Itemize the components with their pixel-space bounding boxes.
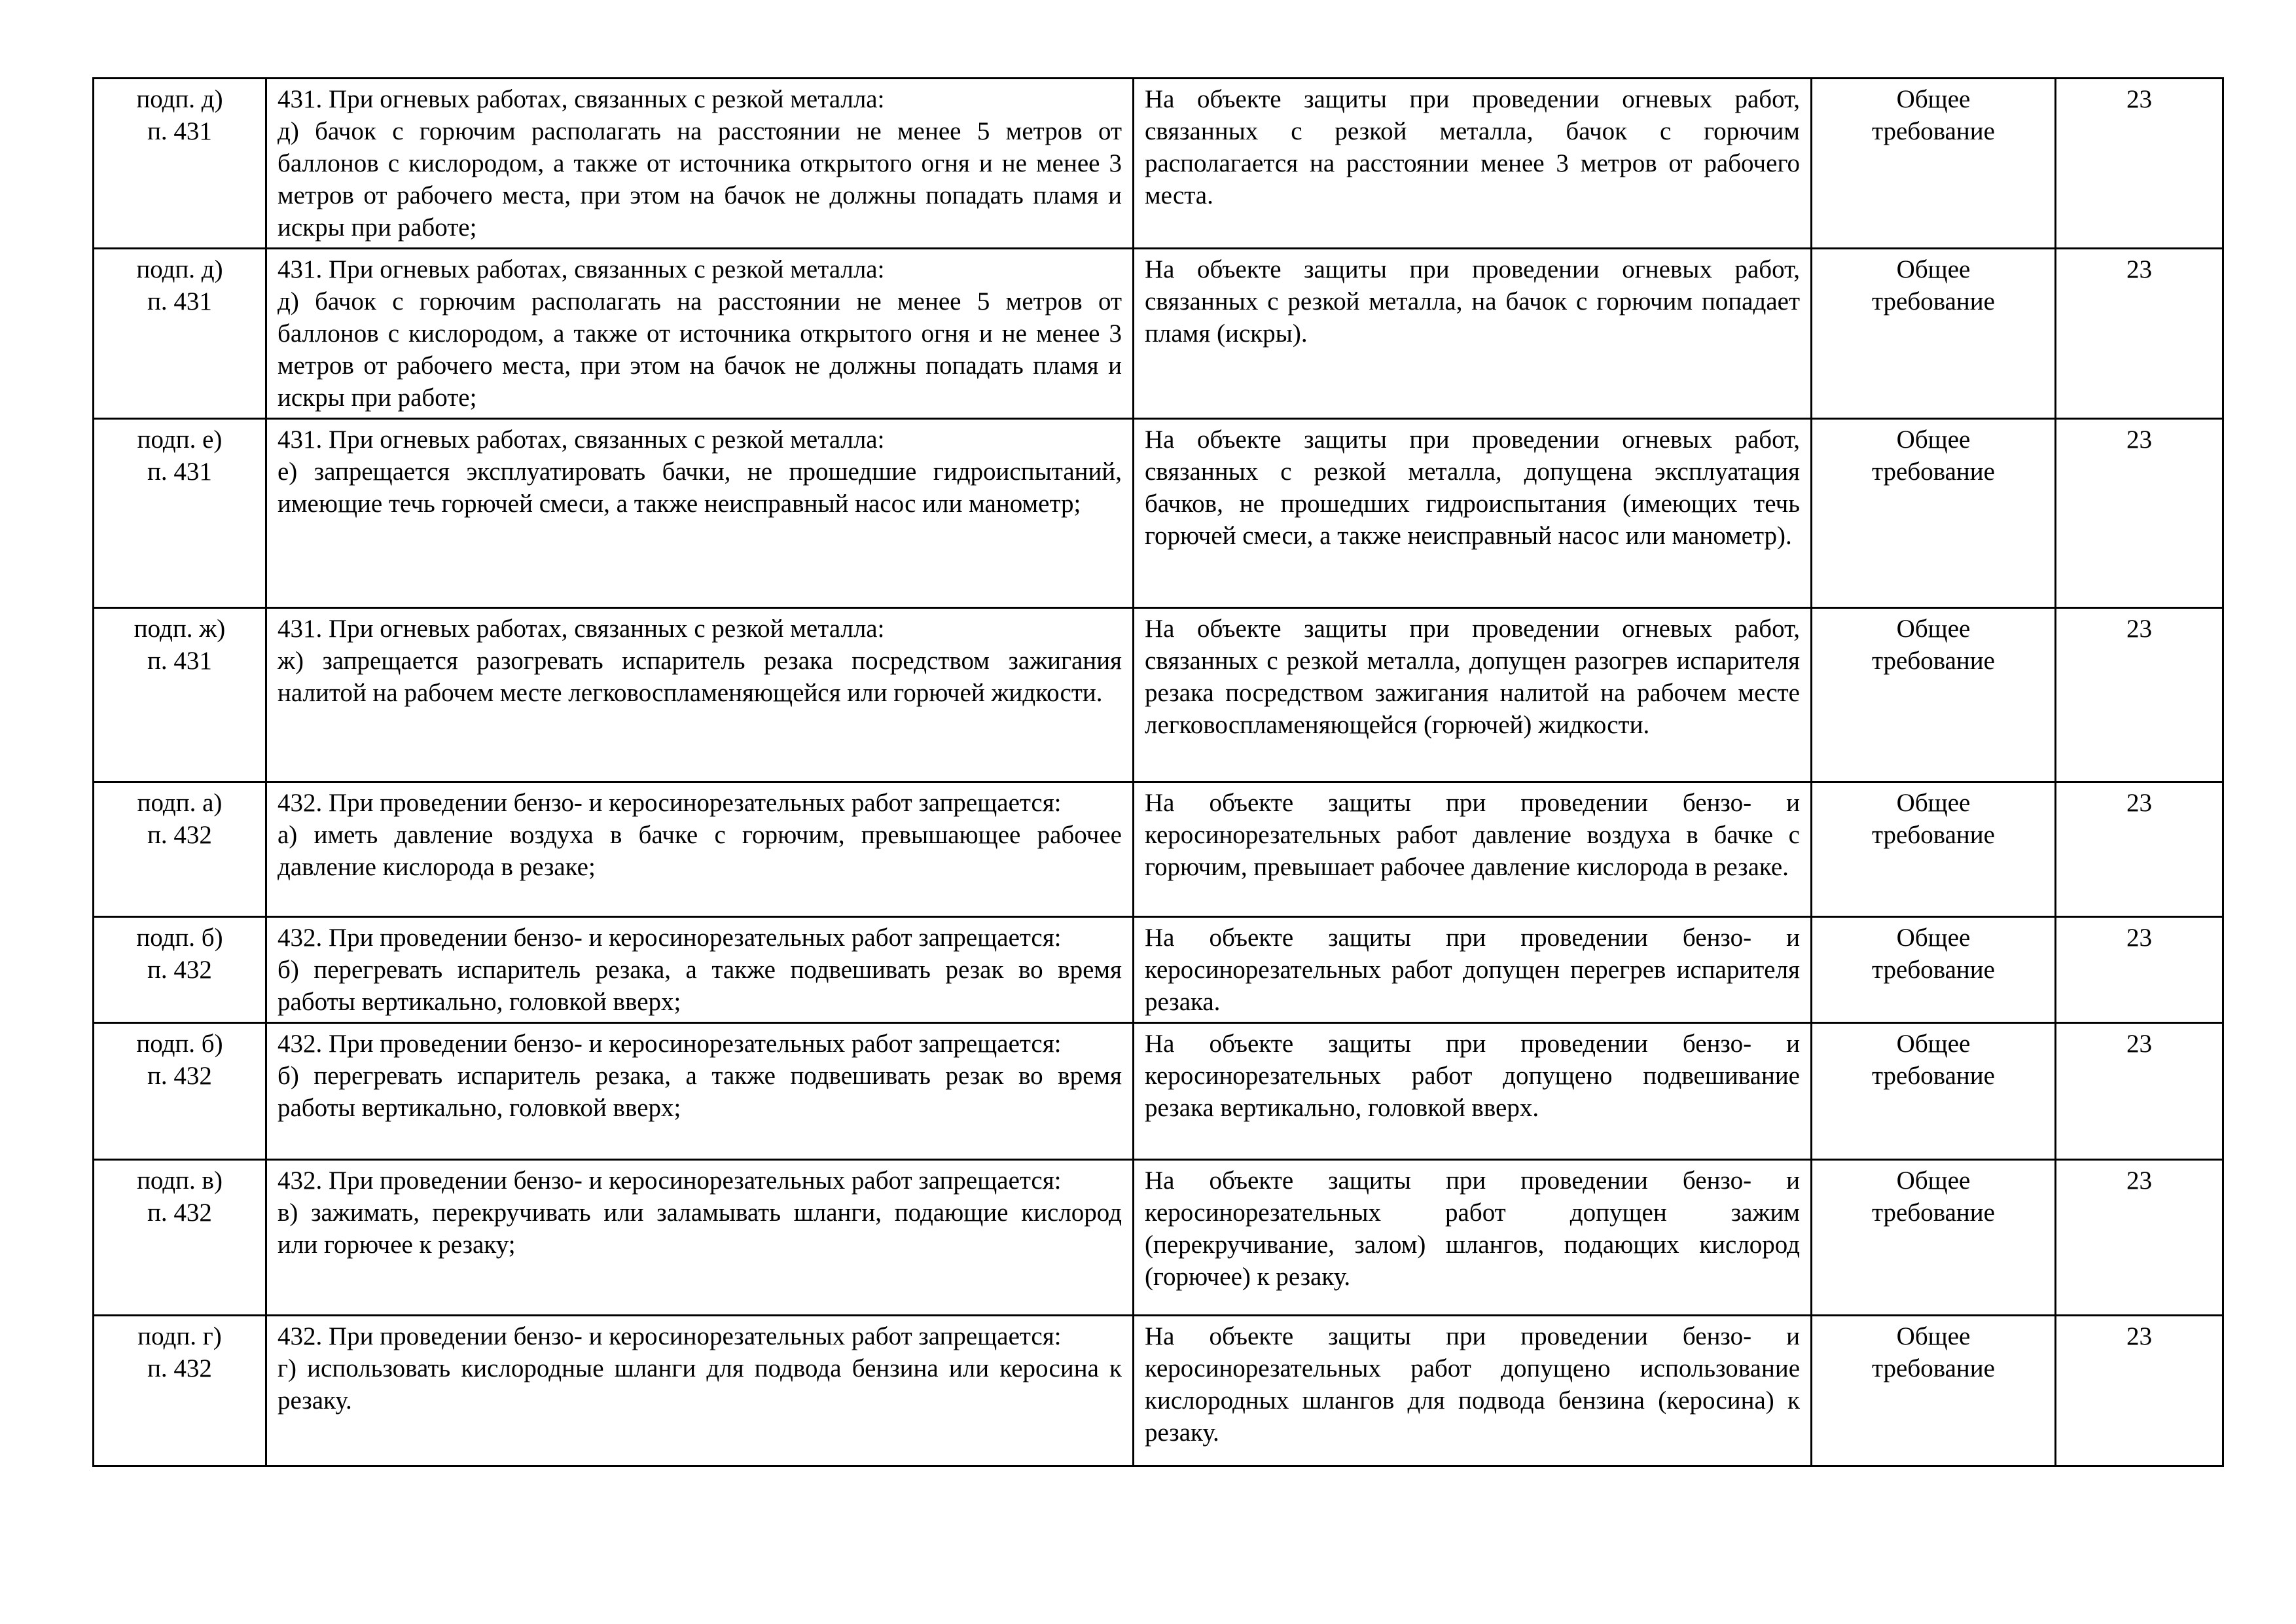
requirement-type-cell	[1812, 79, 2056, 249]
requirement-type-line: Общее	[1896, 1030, 1971, 1058]
violation-description-text: На объекте защиты при проведении бензо- и керосинорезательных работ допущено использование кислородных шлангов для подвода бензина (керосина) к резаку.	[1145, 1322, 1800, 1447]
violation-description-cell	[1134, 79, 1812, 249]
violation-description-cell	[1134, 782, 1812, 917]
clause-reference-line: п. 432	[147, 1062, 212, 1090]
requirement-text-line: б) перегревать испаритель резака, а также подвешивать резак во время работы вертикально, головкой вверх;	[278, 1062, 1122, 1122]
number-value: 23	[2126, 85, 2152, 113]
clause-reference-line: подп. д)	[136, 255, 223, 283]
table-row	[94, 79, 2223, 249]
violation-description-cell	[1134, 917, 1812, 1023]
violation-description-text: На объекте защиты при проведении огневых работ, связанных с резкой металла, допущен разогрев испарителя резака посредством зажигания налитой на рабочем месте легковоспламеняющейся (горючей) жидкости.	[1145, 615, 1800, 739]
clause-reference-line: подп. б)	[136, 1030, 223, 1058]
requirement-type-line: Общее	[1896, 615, 1971, 643]
violation-description-text: На объекте защиты при проведении бензо- и керосинорезательных работ допущен зажим (перекручивание, залом) шлангов, подающих кислород (горючее) к резаку.	[1145, 1166, 1800, 1291]
clause-reference-cell	[94, 1316, 266, 1466]
requirement-type-line: Общее	[1896, 255, 1971, 283]
clause-reference-line: подп. ж)	[134, 615, 226, 643]
number-value: 23	[2126, 1322, 2152, 1350]
requirement-type-cell	[1812, 1316, 2056, 1466]
requirement-type-line: требование	[1872, 458, 1995, 486]
table-row	[94, 1316, 2223, 1466]
clause-reference-cell	[94, 608, 266, 782]
violation-description-cell	[1134, 1023, 1812, 1160]
requirement-text-cell	[266, 608, 1134, 782]
requirement-text-line: 432. При проведении бензо- и керосинорезательных работ запрещается:	[278, 789, 1062, 817]
table-row	[94, 249, 2223, 419]
clause-reference-line: п. 432	[147, 1199, 212, 1227]
number-cell	[2056, 79, 2223, 249]
clause-reference-line: п. 432	[147, 1354, 212, 1382]
number-cell	[2056, 1160, 2223, 1316]
requirement-type-line: требование	[1872, 956, 1995, 984]
number-cell	[2056, 1023, 2223, 1160]
number-cell	[2056, 917, 2223, 1023]
violation-description-text: На объекте защиты при проведении бензо- и керосинорезательных работ допущен перегрев испарителя резака.	[1145, 924, 1800, 1016]
violation-description-text: На объекте защиты при проведении бензо- и керосинорезательных работ допущено подвешивание резака вертикально, головкой вверх.	[1145, 1030, 1800, 1122]
requirement-type-line: требование	[1872, 1354, 1995, 1382]
number-value: 23	[2126, 255, 2152, 283]
requirement-text-line: 431. При огневых работах, связанных с резкой металла:	[278, 615, 885, 643]
requirement-type-line: требование	[1872, 647, 1995, 675]
clause-reference-line: подп. в)	[137, 1166, 223, 1195]
requirement-type-line: Общее	[1896, 85, 1971, 113]
clause-reference-line: п. 431	[147, 647, 212, 675]
number-value: 23	[2126, 1166, 2152, 1195]
requirement-type-line: Общее	[1896, 1166, 1971, 1195]
requirement-text-line: в) зажимать, перекручивать или заламывать шланги, подающие кислород или горючее к резаку;	[278, 1199, 1122, 1259]
clause-reference-line: подп. б)	[136, 924, 223, 952]
clause-reference-line: п. 432	[147, 821, 212, 849]
violation-description-text: На объекте защиты при проведении бензо- и керосинорезательных работ давление воздуха в бачке с горючим, превышает рабочее давление кислорода в резаке.	[1145, 789, 1800, 881]
requirement-text-line: ж) запрещается разогревать испаритель резака посредством зажигания налитой на рабочем месте легковоспламеняющейся или горючей жидкости.	[278, 647, 1122, 707]
violation-description-cell	[1134, 1316, 1812, 1466]
requirement-text-cell	[266, 1160, 1134, 1316]
number-cell	[2056, 608, 2223, 782]
table-row	[94, 1160, 2223, 1316]
requirement-type-cell	[1812, 608, 2056, 782]
violation-description-text: На объекте защиты при проведении огневых работ, связанных с резкой металла, бачок с горючим располагается на расстоянии менее 3 метров от рабочего места.	[1145, 85, 1800, 209]
violation-description-cell	[1134, 1160, 1812, 1316]
clause-reference-line: подп. а)	[137, 789, 223, 817]
requirement-text-cell	[266, 1316, 1134, 1466]
table-row	[94, 1023, 2223, 1160]
violation-description-cell	[1134, 249, 1812, 419]
clause-reference-line: подп. д)	[136, 85, 223, 113]
number-value: 23	[2126, 924, 2152, 952]
requirement-type-cell	[1812, 917, 2056, 1023]
violation-description-cell	[1134, 419, 1812, 608]
requirement-type-line: Общее	[1896, 425, 1971, 454]
number-value: 23	[2126, 615, 2152, 643]
requirement-text-line: 432. При проведении бензо- и керосинорезательных работ запрещается:	[278, 1166, 1062, 1195]
requirement-text-line: д) бачок с горючим располагать на расстоянии не менее 5 метров от баллонов с кислородом, а также от источника открытого огня и не менее 3 метров от рабочего места, при этом на бачок не должны попадать пламя и искры при работе;	[278, 117, 1122, 242]
table-row	[94, 608, 2223, 782]
number-value: 23	[2126, 1030, 2152, 1058]
requirement-type-cell	[1812, 249, 2056, 419]
table-row	[94, 917, 2223, 1023]
clause-reference-line: п. 431	[147, 287, 212, 316]
requirement-text-cell	[266, 249, 1134, 419]
requirement-text-cell	[266, 419, 1134, 608]
requirement-text-cell	[266, 79, 1134, 249]
clause-reference-line: п. 431	[147, 458, 212, 486]
number-value: 23	[2126, 425, 2152, 454]
requirement-type-line: Общее	[1896, 924, 1971, 952]
requirement-type-cell	[1812, 1023, 2056, 1160]
requirement-text-cell	[266, 1023, 1134, 1160]
requirement-text-cell	[266, 917, 1134, 1023]
violation-description-text: На объекте защиты при проведении огневых работ, связанных с резкой металла, на бачок с горючим попадает пламя (искры).	[1145, 255, 1800, 348]
requirement-text-line: 431. При огневых работах, связанных с резкой металла:	[278, 255, 885, 283]
requirement-text-line: д) бачок с горючим располагать на расстоянии не менее 5 метров от баллонов с кислородом, а также от источника открытого огня и не менее 3 метров от рабочего места, при этом на бачок не должны попадать пламя и искры при работе;	[278, 287, 1122, 412]
clause-reference-cell	[94, 782, 266, 917]
requirement-text-line: 432. При проведении бензо- и керосинорезательных работ запрещается:	[278, 1030, 1062, 1058]
table-row	[94, 419, 2223, 608]
requirement-type-cell	[1812, 1160, 2056, 1316]
clause-reference-line: п. 432	[147, 956, 212, 984]
clause-reference-line: п. 431	[147, 117, 212, 145]
number-cell	[2056, 419, 2223, 608]
number-value: 23	[2126, 789, 2152, 817]
requirement-type-line: требование	[1872, 1062, 1995, 1090]
requirements-table	[92, 77, 2224, 1467]
clause-reference-cell	[94, 1023, 266, 1160]
violation-description-cell	[1134, 608, 1812, 782]
requirement-type-line: требование	[1872, 821, 1995, 849]
number-cell	[2056, 249, 2223, 419]
clause-reference-line: подп. г)	[137, 1322, 222, 1350]
clause-reference-cell	[94, 1160, 266, 1316]
requirement-type-line: требование	[1872, 287, 1995, 316]
number-cell	[2056, 1316, 2223, 1466]
requirement-type-line: требование	[1872, 117, 1995, 145]
requirement-type-line: Общее	[1896, 1322, 1971, 1350]
requirement-type-line: требование	[1872, 1199, 1995, 1227]
requirement-text-line: 431. При огневых работах, связанных с резкой металла:	[278, 85, 885, 113]
requirement-text-line: а) иметь давление воздуха в бачке с горючим, превышающее рабочее давление кислорода в резаке;	[278, 821, 1122, 881]
clause-reference-cell	[94, 249, 266, 419]
clause-reference-cell	[94, 917, 266, 1023]
requirement-text-line: 432. При проведении бензо- и керосинорезательных работ запрещается:	[278, 1322, 1062, 1350]
requirement-type-cell	[1812, 419, 2056, 608]
requirement-text-line: г) использовать кислородные шланги для подвода бензина или керосина к резаку.	[278, 1354, 1122, 1415]
number-cell	[2056, 782, 2223, 917]
requirement-type-line: Общее	[1896, 789, 1971, 817]
requirement-type-cell	[1812, 782, 2056, 917]
requirement-text-line: б) перегревать испаритель резака, а также подвешивать резак во время работы вертикально, головкой вверх;	[278, 956, 1122, 1016]
table-body	[94, 79, 2223, 1466]
clause-reference-cell	[94, 79, 266, 249]
clause-reference-cell	[94, 419, 266, 608]
requirement-text-line: 431. При огневых работах, связанных с резкой металла:	[278, 425, 885, 454]
violation-description-text: На объекте защиты при проведении огневых работ, связанных с резкой металла, допущена эксплуатация бачков, не прошедших гидроиспытания (имеющих течь горючей смеси, а также неисправный насос или манометр).	[1145, 425, 1800, 550]
clause-reference-line: подп. е)	[137, 425, 223, 454]
requirement-text-line: е) запрещается эксплуатировать бачки, не прошедшие гидроиспытаний, имеющие течь горючей смеси, а также неисправный насос или манометр;	[278, 458, 1122, 518]
requirement-text-line: 432. При проведении бензо- и керосинорезательных работ запрещается:	[278, 924, 1062, 952]
table-row	[94, 782, 2223, 917]
requirement-text-cell	[266, 782, 1134, 917]
